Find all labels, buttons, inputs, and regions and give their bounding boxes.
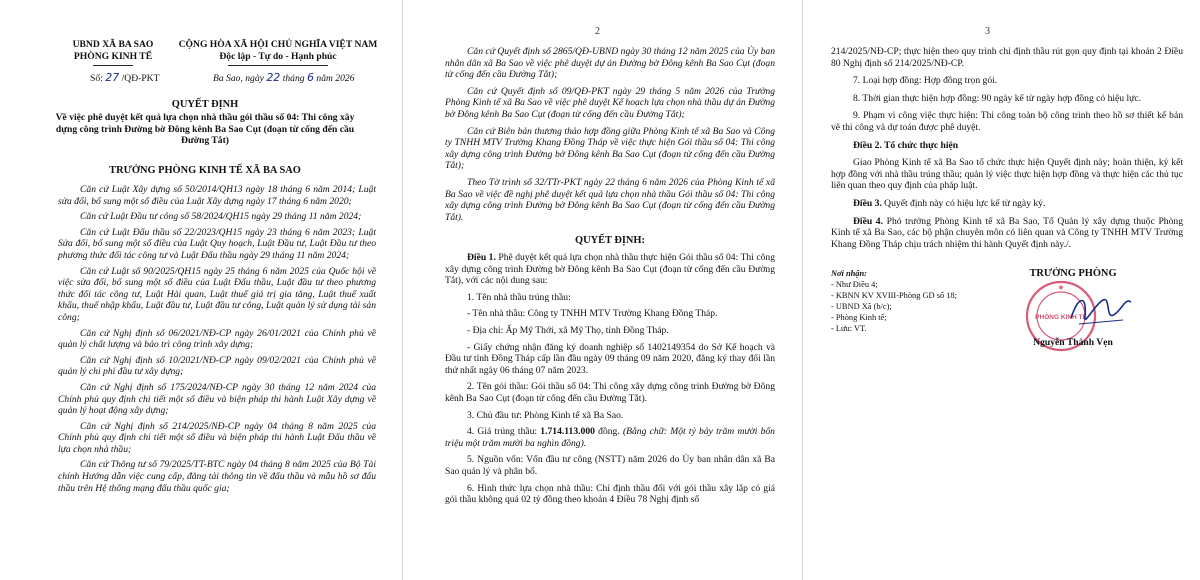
org-name [58,39,168,62]
date-month: 6 [306,71,314,84]
page-number: 3 [985,26,990,37]
item-4-words: (Bằng chữ: Một tỷ bảy trăm mười bốn triệu một trăm mười ba nghìn đồng). [445,426,775,449]
org-underline [93,65,133,66]
date-mid: tháng [282,73,305,84]
item-9: 9. Phạm vi công việc thực hiện: Thi công toàn bộ công trình theo hồ sơ thiết kế bản vẽ thi công và dự toán được phê duyệt. [831,110,1183,133]
signer-title: TRƯỞNG PHÒNG [1029,268,1117,279]
legal-basis: Căn cứ Quyết định số 09/QĐ-PKT ngày 29 tháng 5 năm 2026 của Trưởng Phòng Kinh tế xã Ba Sao về việc phê duyệt Kế hoạch lựa chọn nhà thầu dự án Đường bờ Đông kênh Ba Sao Cụt (đoạn từ cống đến cầu Đường Tắt); [445,85,775,120]
item-4-mid: đồng. [594,426,623,438]
article-1-text: Phê duyệt kết quả lựa chọn nhà thầu thực hiện Gói thầu số 04: Thi công xây dựng công trình Đường bờ Đông kênh Ba Sao Cụt (đoạn từ cống đến cầu Đường Tắt), với các nội dung sau: [445,252,775,287]
legal-basis: Theo Tờ trình số 32/TTr-PKT ngày 22 tháng 6 năm 2026 của Phòng Kinh tế xã Ba Sao về việc đề nghị phê duyệt kết quả lựa chọn nhà thầu Gói thầu số 04: Thi công xây dựng công trình Đường bờ Đông kênh Ba Sao Cụt (đoạn từ cống đến cầu Đường Tắt). [445,176,775,223]
item-6: 6. Hình thức lựa chọn nhà thầu: Chỉ định thầu đối với gói thầu xây lắp có giá gói thầu không quá 02 tỷ đồng theo khoản 4 Điều 78 Nghị định số [445,482,775,506]
item-1: 1. Tên nhà thầu trúng thầu: [467,291,571,303]
article-4 [831,216,1183,251]
recipient-item: - KBNN KV XVIII-Phòng GD số 18; [831,291,957,300]
recipient-item: - Như Điều 4; [831,280,878,289]
item-2: 2. Tên gói thầu: Gói thầu số 04: Thi công xây dựng công trình Đường bờ Đông kênh Ba Sao Cụt (đoạn từ cống đến cầu Đường Tắt). [445,381,775,404]
item-1a: - Tên nhà thầu: Công ty TNHH MTV Trường Khang Đồng Tháp. [467,308,718,320]
article-1 [445,252,775,511]
org-line-1: UBND XÃ BA SAO [72,39,154,50]
date-prefix: Ba Sao, ngày [213,73,264,84]
page-3-body [831,46,1183,256]
legal-basis: Căn cứ Luật Đầu tư công số 58/2024/QH15 ngày 29 tháng 11 năm 2024; [80,211,362,223]
legal-bases-continued [445,46,775,228]
recipients-block [831,268,1001,334]
legal-basis: Căn cứ Nghị định số 214/2025/NĐ-CP ngày 04 tháng 8 năm 2025 của Chính phủ quy định chi tiết một số điều và biện pháp thi hành Luật Đấu thầu về lựa chọn nhà thầu; [58,420,376,455]
decision-subject: Về việc phê duyệt kết quả lựa chọn nhà thầu gói thầu số 04: Thi công xây dựng công trình Đường bờ Đông kênh Ba Sao Cụt (đoạn từ cống đến cầu Đường Tắt) [55,112,355,147]
stamp-text: PHÒNG KINH TẾ [1035,314,1087,321]
page-1 [0,0,400,580]
page-2 [402,0,800,580]
legal-basis: Căn cứ Quyết định số 2865/QĐ-UBND ngày 30 tháng 12 năm 2025 của Ủy ban nhân dân xã Ba Sao về việc phê duyệt dự án Đường bờ Đông kênh Ba Sao Cụt (đoạn từ cống đến cầu Đường Tắt); [445,46,775,81]
recipients-title: Nơi nhận: [831,269,867,278]
date-day: 22 [266,71,281,84]
item-4 [445,426,775,449]
doc-date [213,72,355,85]
article-4-label: Điều 4. [853,215,883,227]
nation-underline [228,65,328,66]
legal-basis: Căn cứ Luật Đấu thầu số 22/2023/QH15 ngày 23 tháng 6 năm 2023; Luật Sửa đổi, bổ sung một số điều của Luật Quy hoạch, Luật Đầu tư, Luật Đầu tư theo phương thức đối tác công tư và Luật Đấu thầu ngày 29 tháng 11 năm 2024; [58,226,376,261]
article-3-label: Điều 3. [853,197,882,209]
legal-basis: Căn cứ Luật số 90/2025/QH15 ngày 25 tháng 6 năm 2025 của Quốc hội về việc sửa đổi, bổ sung một số điều của Luật Đấu thầu, Luật đầu tư theo phương thức đối tác công tư, Luật Hải quan, Luật thuế giá trị gia tăng, Luật thuế xuất khẩu, thuế nhập khẩu, Luật đầu tư, Luật đầu tư công, Luật quản lý sử dụng tài sản công; [58,265,376,323]
legal-basis: Căn cứ Nghị định số 175/2024/NĐ-CP ngày 30 tháng 12 năm 2024 của Chính phủ quy định chi tiết một số điều và biện pháp thi hành Luật Xây dựng về quản lý hoạt động xây dựng; [58,381,376,417]
national-header [178,39,378,62]
nation-line-2: Độc lập - Tự do - Hạnh phúc [219,50,337,62]
legal-basis: Căn cứ Luật Xây dựng số 50/2014/QH13 ngày 18 tháng 6 năm 2014; Luật sửa đổi, bổ sung một số điều của Luật Xây dựng ngày 17 tháng 6 năm 2020; [58,184,376,207]
legal-basis: Căn cứ Thông tư số 79/2025/TT-BTC ngày 04 tháng 8 năm 2025 của Bộ Tài chính Hướng dẫn việc cung cấp, đăng tải thông tin về đấu thầu và mẫu hồ sơ đấu thầu trên Hệ thống mạng đấu thầu quốc gia; [58,459,376,494]
doc-number-prefix: Số: [90,73,103,84]
handwritten-signature [1065,288,1135,334]
org-line-2: PHÒNG KINH TẾ [73,50,153,62]
legal-basis: Căn cứ Biên bản thương thảo hợp đồng giữa Phòng Kinh tế xã Ba Sao và Công ty TNHH MTV Trường Khang Đồng Tháp về việc thực hiện Gói thầu số 04: Thi công xây dựng công trình Đường bờ Đông kênh Ba Sao Cụt (đoạn từ cống đến cầu Đường Tắt); [445,125,775,172]
recipient-item: - Lưu: VT. [831,324,867,333]
recipient-item: - UBND Xã (b/c); [831,302,892,311]
item-7: 7. Loại hợp đồng: Hợp đồng trọn gói. [853,75,998,87]
recipient-item: - Phòng Kinh tế; [831,313,887,322]
item-4-prefix: 4. Giá trúng thầu: [467,426,541,438]
legal-bases [58,184,376,498]
doc-number-suffix: /QĐ-PKT [121,73,160,84]
doc-number-handwritten: 27 [105,71,120,84]
decide-heading: QUYẾT ĐỊNH: [575,235,645,246]
item-1b: - Địa chỉ: Ấp Mỹ Thới, xã Mỹ Thọ, tỉnh Đồng Tháp. [467,324,669,336]
article-1-label: Điều 1. [467,252,496,263]
article-1-intro [445,252,775,287]
legal-basis: Căn cứ Nghị định số 06/2021/NĐ-CP ngày 26/01/2021 của Chính phủ về quản lý chất lượng và bảo trì công trình xây dựng; [58,327,376,351]
signer-name: Nguyễn Thành Vẹn [1033,337,1113,348]
nation-line-1: CỘNG HÒA XÃ HỘI CHỦ NGHĨA VIỆT NAM [178,39,378,50]
doc-number [90,72,159,85]
legal-basis: Căn cứ Nghị định số 10/2021/NĐ-CP ngày 09/02/2021 của Chính phủ về quản lý chi phí đầu tư xây dựng; [58,354,376,378]
article-2-text: Giao Phòng Kinh tế xã Ba Sao tổ chức thực hiện Quyết định này; hoàn thiện, ký kết hợp đồng với nhà thầu trúng thầu; quản lý việc thực hiện hợp đồng và thực hiện các thủ tục liên quan theo quy định của pháp luật. [831,157,1183,192]
page-3 [802,0,1200,580]
article-3 [831,198,1183,210]
article-2-heading: Điều 2. Tổ chức thực hiện [853,139,959,151]
item-8: 8. Thời gian thực hiện hợp đồng: 90 ngày kể từ ngày hợp đồng có hiệu lực. [853,92,1142,104]
item-4-amount: 1.714.113.000 [540,426,595,438]
article-4-text: Phó trưởng Phòng Kinh tế xã Ba Sao, Tổ Quản lý xây dựng thuộc Phòng Kinh tế xã Ba Sao, các bộ phận chuyên môn có liên quan và Công ty TNHH MTV Trường Khang Đồng Tháp chịu trách nhiệm thi hành Quyết định này./. [831,215,1183,250]
decision-title: QUYẾT ĐỊNH [171,99,239,110]
item-1c: - Giấy chứng nhận đăng ký doanh nghiệp số 1402149354 do Sở Kế hoạch và Đầu tư tỉnh Đồng Tháp cấp lần đầu ngày 09 tháng 09 năm 2020, đăng ký thay đổi lần thứ nhất ngày 06 tháng 07 năm 2023. [445,341,775,376]
date-suffix: năm 2026 [316,73,355,84]
article-3-text: Quyết định này có hiệu lực kể từ ngày ký. [881,197,1046,209]
page-number: 2 [595,26,600,37]
stamp-star: ★ [1057,283,1065,292]
item-3: 3. Chủ đầu tư: Phòng Kinh tế xã Ba Sao. [467,409,624,421]
issuing-authority: TRƯỞNG PHÒNG KINH TẾ XÃ BA SAO [109,165,301,176]
item-6-continued: 214/2025/NĐ-CP; thực hiện theo quy trình chỉ định thầu rút gọn quy định tại khoản 2 Điều 80 Nghị định số 214/2025/NĐ-CP. [831,46,1183,69]
item-5: 5. Nguồn vốn: Vốn đầu tư công (NSTT) năm 2026 do Ủy ban nhân dân xã Ba Sao quản lý và phân bổ. [445,454,775,477]
